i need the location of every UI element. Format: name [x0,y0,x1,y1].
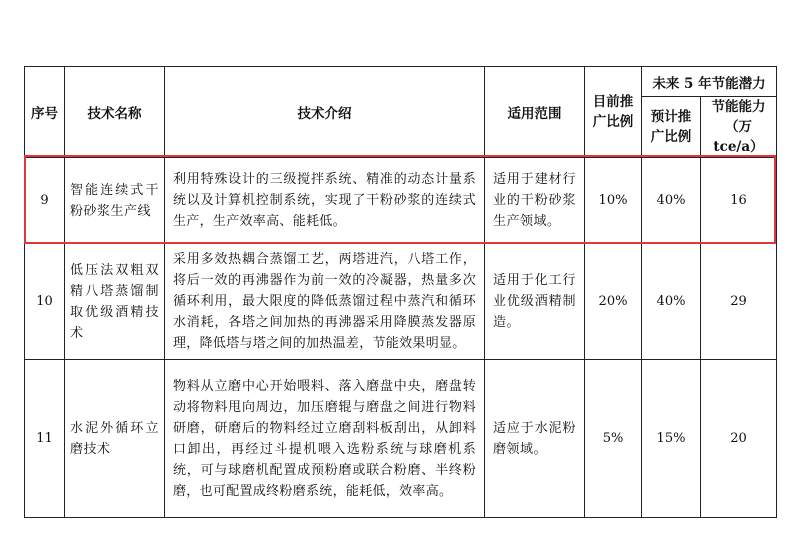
cell-no: 9 [25,158,65,244]
cell-intro: 采用多效热耦合蒸馏工艺，两塔进汽，八塔工作，将后一效的再沸器作为前一效的冷凝器，热量多次循环利用，最大限度的降低蒸馏过程中蒸汽和循环水消耗，各塔之间加热的再沸器采用降膜蒸发器原理，降低塔与塔之间的加热温差，节能效果明显。 [165,244,485,360]
header-expected-ratio: 预计推广比例 [642,97,701,158]
cell-capacity: 20 [701,360,777,518]
cell-name: 低压法双粗双精八塔蒸馏制取优级酒精技术 [65,244,165,360]
header-future-group: 未来 5 年节能潜力 [642,67,777,97]
cell-current-ratio: 5% [585,360,642,518]
cell-current-ratio: 10% [585,158,642,244]
header-current-ratio: 目前推广比例 [585,67,642,158]
table-row [25,244,777,360]
header-scope: 适用范围 [485,67,585,158]
cell-scope: 适用于建材行业的干粉砂浆生产领域。 [485,158,585,244]
cell-no: 11 [25,360,65,518]
table-row [25,360,777,518]
header-name: 技术名称 [65,67,165,158]
cell-name: 水泥外循环立磨技术 [65,360,165,518]
cell-expected-ratio: 15% [642,360,701,518]
cell-capacity: 16 [701,158,777,244]
header-no: 序号 [25,67,65,158]
cell-expected-ratio: 40% [642,244,701,360]
cell-name: 智能连续式干粉砂浆生产线 [65,158,165,244]
header-capacity: 节能能力（万 tce/a） [701,97,777,158]
cell-capacity: 29 [701,244,777,360]
cell-scope: 适用于化工行业优级酒精制造。 [485,244,585,360]
header-intro: 技术介绍 [165,67,485,158]
table-row [25,158,777,244]
cell-expected-ratio: 40% [642,158,701,244]
cell-current-ratio: 20% [585,244,642,360]
cell-intro: 利用特殊设计的三级搅拌系统、精准的动态计量系统以及计算机控制系统，实现了干粉砂浆的连续式生产，生产效率高、能耗低。 [165,158,485,244]
cell-scope: 适应于水泥粉磨领域。 [485,360,585,518]
cell-intro: 物料从立磨中心开始喂料、落入磨盘中央，磨盘转动将物料甩向周边，加压磨辊与磨盘之间进行物料研磨，研磨后的物料经过立磨刮料板刮出，从卸料口卸出，再经过斗提机喂入选粉系统与球磨机系统，可与球磨机配置成预粉磨或联合粉磨、半终粉磨，也可配置成终粉磨系统，能耗低，效率高。 [165,360,485,518]
energy-tech-table [24,66,777,518]
cell-no: 10 [25,244,65,360]
